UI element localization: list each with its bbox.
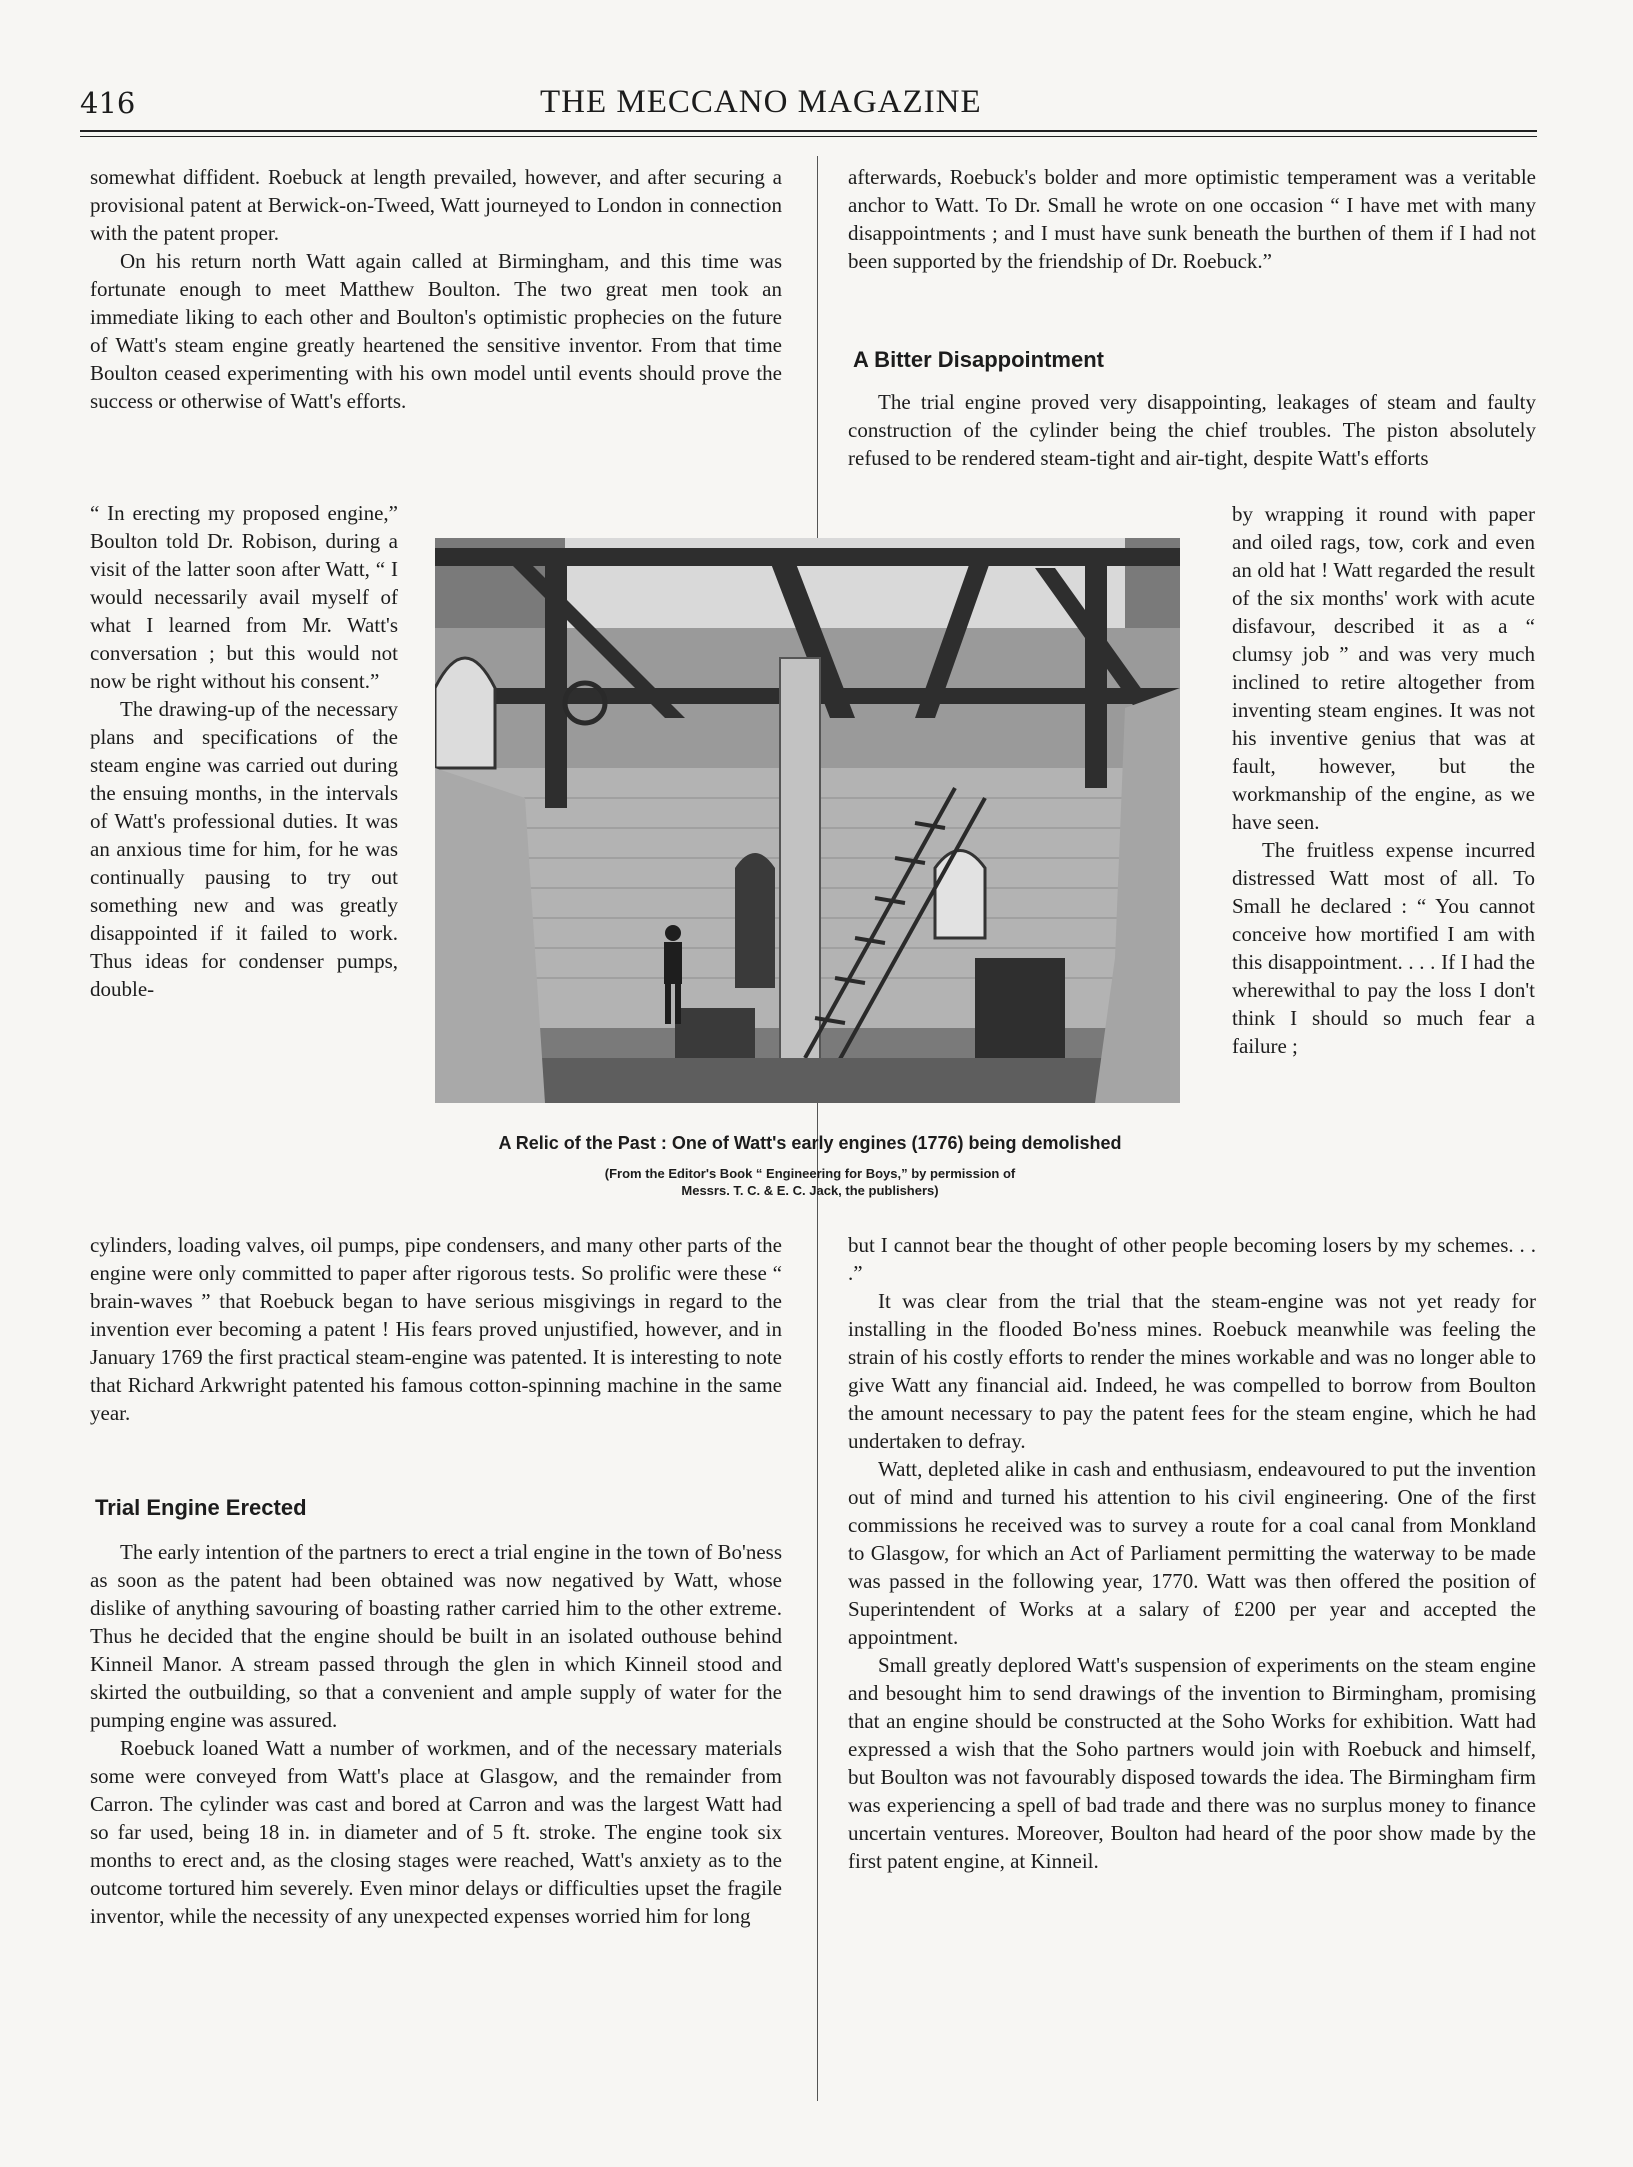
- paragraph: cylinders, loading valves, oil pumps, pipe condensers, and many other parts of the engine were only committed to paper after rigorous tests. So prolific were these “ brain-waves ” that Roebuck began to have serious misgivings in regard to the invention ever becoming a patent ! His fears proved unjustified, however, and in January 1769 the first practical steam-engine was patented. It is interesting to note that Richard Arkwright patented his famous cotton-spinning machine in the same year.: [90, 1233, 782, 1425]
- col2-top-text: [848, 163, 1536, 275]
- col2-bottom-text: [848, 1231, 1536, 1875]
- paragraph: Roebuck loaned Watt a number of workmen, and of the necessary materials some were conveyed from Watt's place at Glasgow, and the remainder from Carron. The cylinder was cast and bored at Carron and was the largest Watt had so far used, being 18 in. in diameter and of 5 ft. stroke. The engine took six months to erect and, as the closing stages were reached, Watt's anxiety as to the outcome tortured him severely. Even minor delays or difficulties upset the fragile inventor, while the necessity of any unexpected expenses worried him for long: [90, 1736, 782, 1928]
- paragraph: afterwards, Roebuck's bolder and more optimistic temperament was a veritable anchor to Watt. To Dr. Small he wrote on one occasion “ I have met with many disappointments ; and I must have sunk beneath the burthen of them if I had not been supported by the friendship of Dr. Roebuck.”: [848, 165, 1536, 273]
- paragraph: but I cannot bear the thought of other people becoming losers by my schemes. . . .”: [848, 1233, 1536, 1285]
- figure-credit-line: Messrs. T. C. & E. C. Jack, the publishers): [681, 1183, 939, 1198]
- figure-caption: A Relic of the Past : One of Watt's early engines (1776) being demolished: [498, 1133, 1122, 1153]
- page-number: 416: [80, 86, 136, 120]
- paragraph: The trial engine proved very disappointing, leakages of steam and faulty construction of the cylinder being the chief troubles. The piston absolutely refused to be rendered steam-tight and air-tight, despite Watt's efforts: [848, 390, 1536, 470]
- paragraph: “ In erecting my proposed engine,” Boulton told Dr. Robison, during a visit of the latter soon after Watt, “ I would necessarily avail myself of what I learned from Mr. Watt's conversation ; but this would not now be right without his consent.”: [90, 501, 398, 693]
- col1-narrow-text: [90, 499, 398, 1003]
- header-rule-thin: [80, 136, 1537, 137]
- col1-trial-text: [90, 1538, 782, 1930]
- paragraph: The early intention of the partners to erect a trial engine in the town of Bo'ness as soon as the patent had been obtained was now negatived by Watt, whose dislike of anything savouring of boasting rather carried him to the other extreme. Thus he decided that the engine should be built in an isolated outhouse behind Kinneil Manor. A stream passed through the glen in which Kinneil stood and skirted the outbuilding, so that a convenient and ample supply of water for the pumping engine was assured.: [90, 1540, 782, 1732]
- paragraph: It was clear from the trial that the steam-engine was not yet ready for installing in the flooded Bo'ness mines. Roebuck meanwhile was feeling the strain of his costly efforts to render the mines workable and was no longer able to give Watt any financial aid. Indeed, he was compelled to borrow from Boulton the amount necessary to pay the patent fees for the steam engine, which he had undertaken to defray.: [848, 1289, 1536, 1453]
- magazine-title: THE MECCANO MAGAZINE: [540, 84, 982, 120]
- engine-house-illustration: [435, 538, 1180, 1103]
- paragraph: by wrapping it round with paper and oiled rags, tow, cork and even an old hat ! Watt regarded the result of the six months' work with acute disfavour, described it as a “ clumsy job ” and was very much inclined to retire altogether from inventing steam engines. It was not his inventive genius that was at fault, however, but the workmanship of the engine, as we have seen.: [1232, 502, 1535, 834]
- col1-top-text: [90, 163, 782, 415]
- figure-credit-line: (From the Editor's Book “ Engineering for Boys,” by permission of: [604, 1166, 1016, 1181]
- section-heading-bitter: A Bitter Disappointment: [853, 347, 1104, 372]
- paragraph: Watt, depleted alike in cash and enthusiasm, endeavoured to put the invention out of mind and turned his attention to his civil engineering. One of the first commissions he received was to survey a route for a coal canal from Monkland to Glasgow, for which an Act of Parliament permitting the waterway to be made was passed in the following year, 1770. Watt was then offered the position of Superintendent of Works at a salary of £200 per year and accepted the appointment.: [848, 1457, 1536, 1649]
- col1-bottom-text: [90, 1231, 782, 1427]
- figure-credit: [420, 1165, 1200, 1199]
- paragraph: The drawing-up of the necessary plans and specifications of the steam engine was carried out during the ensuing months, in the intervals of Watt's professional duties. It was an anxious time for him, for he was continually pausing to try out something new and was greatly disappointed if it failed to work. Thus ideas for condenser pumps, double-: [90, 697, 398, 1001]
- paragraph: The fruitless expense incurred distressed Watt most of all. To Small he declared : “ You cannot conceive how mortified I am with this disappointment. . . . If I had the wherewithal to pay the loss I don't think I should so much fear a failure ;: [1232, 838, 1535, 1058]
- header-rule: [80, 130, 1537, 132]
- engine-house-photo: [435, 538, 1180, 1103]
- paragraph: Small greatly deplored Watt's suspension of experiments on the steam engine and besought him to send drawings of the invention to Birmingham, promising that an engine should be constructed at the Soho Works for exhibition. Watt had expressed a wish that the Soho partners would join with Roebuck and himself, but Boulton was not favourably disposed towards the idea. The Birmingham firm was experiencing a spell of bad trade and there was no surplus money to finance uncertain ventures. Moreover, Boulton had heard of the poor show made by the first patent engine, at Kinneil.: [848, 1653, 1536, 1873]
- paragraph: somewhat diffident. Roebuck at length prevailed, however, and after securing a provisional patent at Berwick-on-Tweed, Watt journeyed to London in connection with the patent proper.: [90, 165, 782, 245]
- column-divider: [817, 156, 818, 2101]
- paragraph: On his return north Watt again called at Birmingham, and this time was fortunate enough to meet Matthew Boulton. The two great men took an immediate liking to each other and Boulton's optimistic prophecies on the future of Watt's steam engine greatly heartened the sensitive inventor. From that time Boulton ceased experimenting with his own model until events should prove the success or otherwise of Watt's efforts.: [90, 249, 782, 413]
- col2-bitter-text: [848, 388, 1536, 472]
- col2-narrow-text: [1232, 500, 1535, 1060]
- section-heading-trial: Trial Engine Erected: [95, 1495, 307, 1520]
